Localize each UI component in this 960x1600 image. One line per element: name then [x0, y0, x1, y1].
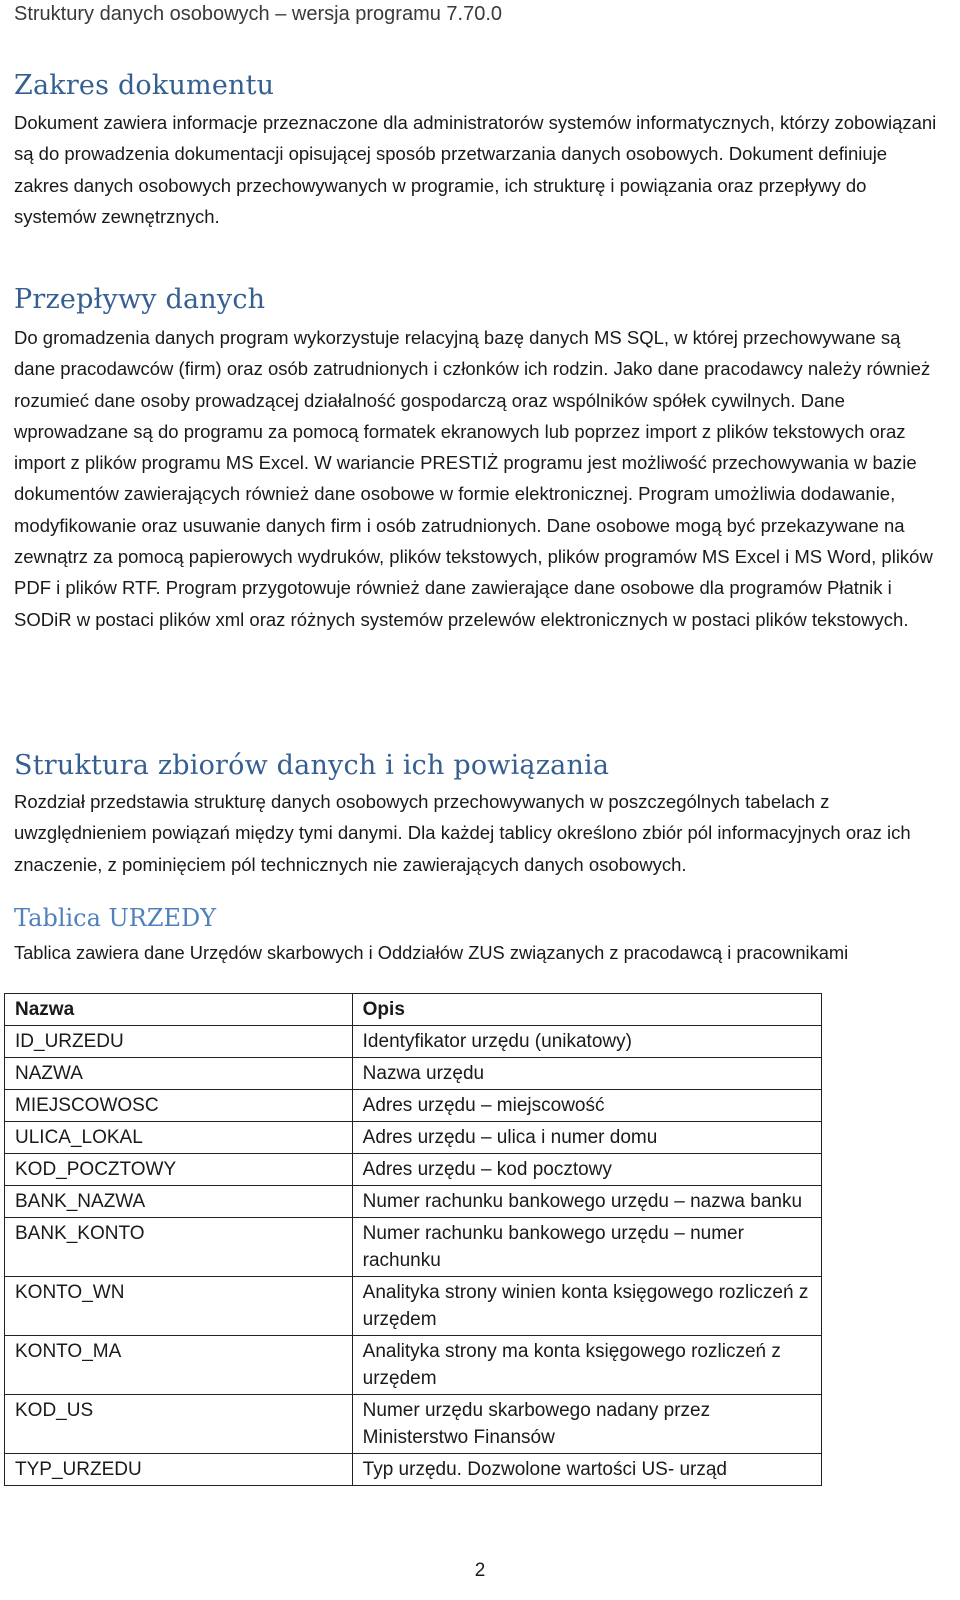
table-row [5, 1277, 822, 1336]
table-header-cell-opis: Opis [352, 994, 821, 1026]
field-name-cell: ID_URZEDU [5, 1026, 353, 1058]
field-name-cell: TYP_URZEDU [5, 1454, 353, 1486]
table-row [5, 1090, 822, 1122]
heading-przeplywy-danych: Przepływy danych [14, 284, 266, 315]
running-title: Struktury danych osobowych – wersja programu 7.70.0 [14, 3, 503, 25]
field-name-cell: KONTO_WN [5, 1277, 353, 1336]
heading-tablica-urzedy: Tablica URZEDY [14, 904, 217, 932]
paragraph-struktura-zbiorow: Rozdział przedstawia strukturę danych osobowych przechowywanych w poszczególnych tabelach z uwzględnieniem powiązań między tymi danymi. Dla każdej tablicy określono zbiór pól informacyjnych oraz ich znaczenie, z pominięciem pól technicznych nie zawierających danych osobowych. [14, 791, 911, 875]
page-number: 2 [474, 1560, 486, 1581]
field-name-cell: KONTO_MA [5, 1336, 353, 1395]
table-row [5, 1218, 822, 1277]
field-description-cell: Nazwa urzędu [352, 1058, 821, 1090]
table-row [5, 1122, 822, 1154]
table-row [5, 1154, 822, 1186]
field-description-cell: Analityka strony ma konta księgowego rozliczeń z urzędem [352, 1336, 821, 1395]
field-name-cell: MIEJSCOWOSC [5, 1090, 353, 1122]
field-description-cell: Identyfikator urzędu (unikatowy) [352, 1026, 821, 1058]
table-row [5, 1026, 822, 1058]
field-name-cell: KOD_POCZTOWY [5, 1154, 353, 1186]
table-row [5, 1186, 822, 1218]
field-description-cell: Analityka strony winien konta księgowego rozliczeń z urzędem [352, 1277, 821, 1336]
urzedy-fields-table [4, 993, 822, 1486]
field-name-cell: BANK_KONTO [5, 1218, 353, 1277]
table-row [5, 1336, 822, 1395]
paragraph-zakres-dokumentu: Dokument zawiera informacje przeznaczone dla administratorów systemów informatycznych, którzy zobowiązani są do prowadzenia dokumentacji opisującej sposób przetwarzania danych osobowych. Dokument definiuje zakres danych osobowych przechowywanych w programie, ich strukturę i powiązania oraz przepływy do systemów zewnętrznych. [14, 112, 937, 227]
field-name-cell: ULICA_LOKAL [5, 1122, 353, 1154]
field-description-cell: Adres urzędu – miejscowość [352, 1090, 821, 1122]
field-name-cell: NAZWA [5, 1058, 353, 1090]
field-description-cell: Adres urzędu – ulica i numer domu [352, 1122, 821, 1154]
paragraph-przeplywy-danych: Do gromadzenia danych program wykorzystuje relacyjną bazę danych MS SQL, w której przechowywane są dane pracodawców (firm) oraz osób zatrudnionych i członków ich rodzin. Jako dane pracodawcy należy również rozumieć dane osoby prowadzącej działalność gospodarczą oraz wspólników spółek cywilnych. Dane wprowadzane są do programu za pomocą formatek ekranowych lub poprzez import z plików tekstowych oraz import z plików programu MS Excel. W wariancie PRESTIŻ programu jest możliwość przechowywania w bazie dokumentów zawierających również dane osobowe w formie elektronicznej. Program umożliwia dodawanie, modyfikowanie oraz usuwanie danych firm i osób zatrudnionych. Dane osobowe mogą być przekazywane na zewnątrz za pomocą papierowych wydruków, plików tekstowych, plików programów MS Excel i MS Word, plików PDF i plików RTF. Program przygotowuje również dane zawierające dane osobowe dla programów Płatnik i SODiR w postaci plików xml oraz różnych systemów przelewów elektronicznych w postaci plików tekstowych. [14, 327, 933, 630]
field-name-cell: KOD_US [5, 1395, 353, 1454]
field-name-cell: BANK_NAZWA [5, 1186, 353, 1218]
table-row [5, 1395, 822, 1454]
field-description-cell: Numer urzędu skarbowego nadany przez Ministerstwo Finansów [352, 1395, 821, 1454]
field-description-cell: Numer rachunku bankowego urzędu – numer rachunku [352, 1218, 821, 1277]
field-description-cell: Numer rachunku bankowego urzędu – nazwa banku [352, 1186, 821, 1218]
table-row [5, 1058, 822, 1090]
field-description-cell: Adres urzędu – kod pocztowy [352, 1154, 821, 1186]
table-header-cell-nazwa: Nazwa [5, 994, 353, 1026]
heading-struktura-zbiorow: Struktura zbiorów danych i ich powiązania [14, 750, 610, 781]
table-row [5, 1454, 822, 1486]
paragraph-tablica-urzedy: Tablica zawiera dane Urzędów skarbowych i Oddziałów ZUS związanych z pracodawcą i pracownikami [14, 942, 849, 963]
heading-zakres-dokumentu: Zakres dokumentu [14, 70, 275, 101]
field-description-cell: Typ urzędu. Dozwolone wartości US- urząd [352, 1454, 821, 1486]
table-header-row [5, 994, 822, 1026]
